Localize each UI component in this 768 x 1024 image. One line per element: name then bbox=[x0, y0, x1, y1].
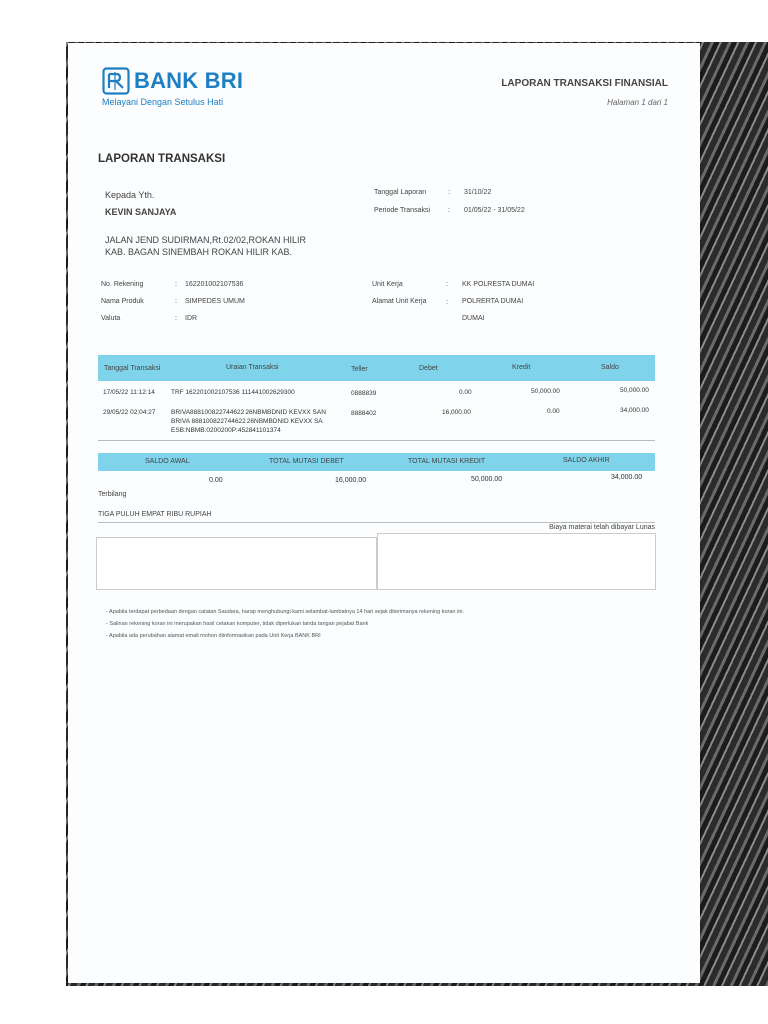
summary-saldo-akhir-label: SALDO AKHIR bbox=[563, 457, 610, 464]
terbilang-value: TIGA PULUH EMPAT RIBU RUPIAH bbox=[98, 511, 212, 518]
summary-saldo-awal-label: SALDO AWAL bbox=[145, 458, 190, 465]
row-teller: 0888839 bbox=[351, 390, 377, 397]
alamat-unit-value-2: DUMAI bbox=[462, 315, 485, 322]
row-desc-line-2: BRIVA 888100822744622 26NBMBDNID KEVXX SA bbox=[171, 418, 323, 425]
no-rekening-label: No. Rekening bbox=[101, 281, 144, 288]
periode-colon: : bbox=[448, 207, 450, 214]
note-3: - Apabila ada perubahan alamat email mohon diinformasikan pada Unit Kerja BANK BRI bbox=[106, 633, 321, 639]
brand-name: BANK BRI bbox=[134, 68, 244, 93]
summary-saldo-akhir-value: 34,000.00 bbox=[611, 474, 643, 481]
periode-label: Periode Transaksi bbox=[374, 207, 431, 214]
no-rekening-colon: : bbox=[175, 281, 177, 288]
brand-tagline: Melayani Dengan Setulus Hati bbox=[102, 97, 224, 107]
background-bottom-margin bbox=[0, 986, 768, 1024]
table-divider bbox=[98, 440, 655, 441]
summary-debet-label: TOTAL MUTASI DEBET bbox=[269, 458, 344, 465]
address-line-2: KAB. BAGAN SINEMBAH ROKAN HILIR KAB. bbox=[105, 247, 293, 257]
alamat-unit-value-1: POLRERTA DUMAI bbox=[462, 298, 524, 305]
alamat-unit-label: Alamat Unit Kerja bbox=[372, 298, 427, 305]
row-desc-line-1: BRIVA888100822744622 26NBMBDNID KEVXX SAN bbox=[171, 409, 326, 416]
valuta-colon: : bbox=[175, 315, 177, 322]
signature-box-right bbox=[377, 533, 656, 590]
terbilang-label: Terbilang bbox=[98, 491, 127, 498]
note-1: - Apabila terdapat perbedaan dengan catatan Saudara, harap menghubungi kami selambat-lambatnya 14 hari sejak diterimanya rekening koran ini. bbox=[106, 609, 465, 615]
nama-produk-label: Nama Produk bbox=[101, 298, 144, 305]
row-teller: 8888402 bbox=[351, 410, 377, 417]
unit-kerja-colon: : bbox=[446, 281, 448, 288]
bank-logo bbox=[102, 67, 243, 107]
unit-kerja-label: Unit Kerja bbox=[372, 281, 403, 288]
summary-kredit-label: TOTAL MUTASI KREDIT bbox=[408, 458, 486, 465]
row-debet: 0.00 bbox=[459, 389, 472, 396]
valuta-value: IDR bbox=[185, 315, 198, 322]
recipient-name: KEVIN SANJAYA bbox=[105, 207, 177, 217]
report-title: LAPORAN TRANSAKSI FINANSIAL bbox=[501, 78, 668, 89]
col-debet: Debet bbox=[419, 365, 438, 372]
transaction-table-header bbox=[98, 355, 655, 381]
note-2: - Salinan rekening koran ini merupakan hasil cetakan komputer, tidak diperlukan tanda tangan pejabat Bank bbox=[106, 621, 369, 627]
page-info: Halaman 1 dari 1 bbox=[607, 98, 668, 107]
tanggal-laporan-label: Tanggal Laporan bbox=[374, 189, 427, 196]
terbilang-divider bbox=[98, 522, 655, 523]
col-uraian: Uraian Transaksi bbox=[226, 364, 279, 371]
row-saldo: 34,000.00 bbox=[620, 407, 649, 414]
nama-produk-value: SIMPEDES UMUM bbox=[185, 298, 245, 305]
background-top-margin bbox=[0, 0, 768, 42]
tanggal-laporan-colon: : bbox=[448, 189, 450, 196]
summary-saldo-awal-value: 0.00 bbox=[209, 477, 223, 484]
col-teller: Teller bbox=[351, 366, 368, 373]
salutation: Kepada Yth. bbox=[105, 190, 155, 200]
no-rekening-value: 162201002107536 bbox=[185, 281, 244, 288]
row-saldo: 50,000.00 bbox=[620, 387, 649, 394]
materai-note: Biaya materai telah dibayar Lunas bbox=[549, 524, 655, 531]
row-date: 17/05/22 11:12:14 bbox=[103, 389, 155, 396]
bri-logo-icon bbox=[102, 67, 130, 95]
periode-value: 01/05/22 - 31/05/22 bbox=[464, 207, 525, 214]
row-kredit: 50,000.00 bbox=[531, 388, 560, 395]
row-debet: 16,000.00 bbox=[442, 409, 471, 416]
tanggal-laporan-value: 31/10/22 bbox=[464, 189, 492, 196]
summary-debet-value: 16,000.00 bbox=[335, 477, 367, 484]
nama-produk-colon: : bbox=[175, 298, 177, 305]
alamat-unit-colon: : bbox=[446, 299, 448, 306]
signature-box-left bbox=[96, 537, 377, 590]
summary-kredit-value: 50,000.00 bbox=[471, 476, 503, 483]
col-kredit: Kredit bbox=[512, 364, 531, 371]
section-title: LAPORAN TRANSAKSI bbox=[98, 153, 226, 165]
background-left-margin bbox=[0, 0, 66, 1024]
row-date: 29/05/22 02:04:27 bbox=[103, 409, 156, 416]
row-kredit: 0.00 bbox=[547, 408, 560, 415]
unit-kerja-value: KK POLRESTA DUMAI bbox=[462, 281, 535, 288]
row-desc-line-3: ESB:NBMB:0200200P:452841101374 bbox=[171, 427, 281, 434]
col-saldo: Saldo bbox=[601, 364, 619, 371]
row-desc: TRF 162201002107536 111441002629300 bbox=[171, 389, 295, 396]
address-line-1: JALAN JEND SUDIRMAN,Rt.02/02,ROKAN HILIR bbox=[105, 235, 307, 245]
valuta-label: Valuta bbox=[101, 315, 121, 322]
col-tanggal: Tanggal Transaksi bbox=[104, 365, 161, 372]
statement-paper bbox=[68, 43, 700, 983]
